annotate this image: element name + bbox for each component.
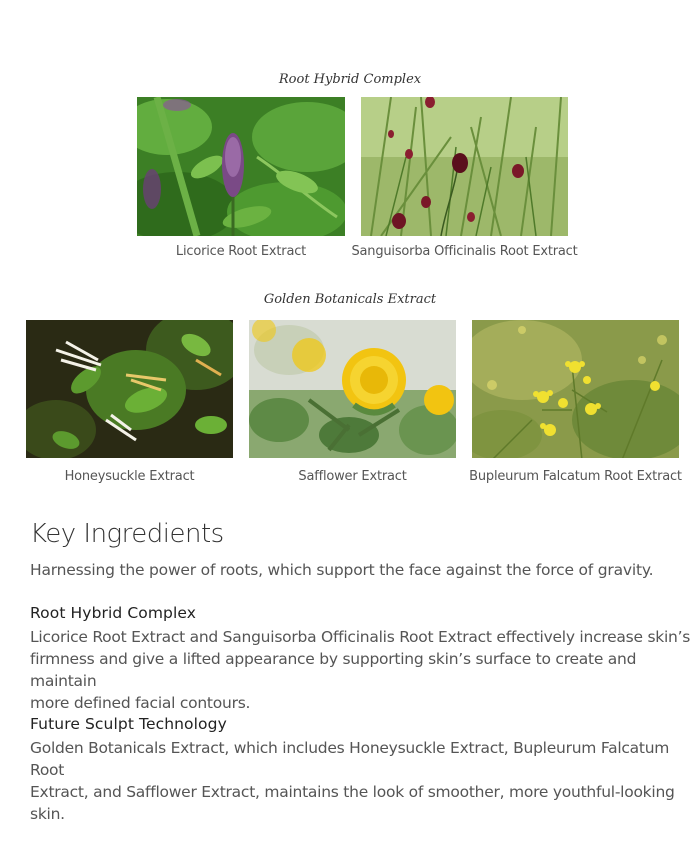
description-line: Licorice Root Extract and Sanguisorba Officinalis Root Extract effectively increase skin’s xyxy=(30,628,691,646)
future-sculpt-technology-description xyxy=(30,737,698,825)
safflower-photo xyxy=(249,320,456,458)
description-line: Extract, and Safflower Extract, maintains the look of smoother, more youthful-looking skin. xyxy=(30,783,675,823)
licorice-caption: Licorice Root Extract xyxy=(175,244,307,259)
root-hybrid-complex-description xyxy=(30,626,698,714)
key-ingredients-heading: Key Ingredients xyxy=(30,519,224,549)
sanguisorba-photo xyxy=(361,97,568,236)
key-ingredients-intro: Harnessing the power of roots, which support the face against the force of gravity. xyxy=(30,561,654,579)
description-line: more defined facial contours. xyxy=(30,694,251,712)
sanguisorba-caption: Sanguisorba Officinalis Root Extract xyxy=(351,244,578,259)
bupleurum-caption: Bupleurum Falcatum Root Extract xyxy=(469,469,682,484)
root-hybrid-complex-subtitle: Root Hybrid Complex xyxy=(30,604,197,622)
safflower-caption: Safflower Extract xyxy=(298,469,407,484)
bupleurum-photo xyxy=(472,320,679,458)
licorice-photo xyxy=(137,97,345,236)
golden-botanicals-title: Golden Botanicals Extract xyxy=(263,292,437,307)
future-sculpt-technology-subtitle: Future Sculpt Technology xyxy=(30,715,227,733)
description-line: Golden Botanicals Extract, which includes Honeysuckle Extract, Bupleurum Falcatum Root xyxy=(30,739,670,779)
honeysuckle-caption: Honeysuckle Extract xyxy=(64,469,195,484)
root-hybrid-complex-title: Root Hybrid Complex xyxy=(278,72,422,87)
honeysuckle-photo xyxy=(26,320,233,458)
description-line: firmness and give a lifted appearance by supporting skin’s surface to create and maintain xyxy=(30,650,637,690)
